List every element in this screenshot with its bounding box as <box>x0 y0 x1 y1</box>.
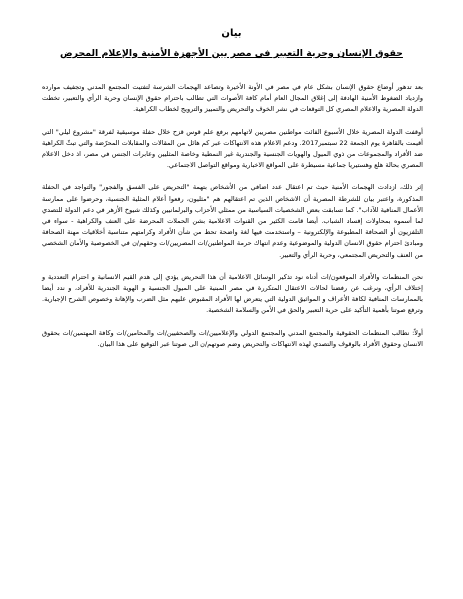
paragraph-signatories-position: نحن المنظمات والأفراد الموقعون/ات أدناه نود تذكير الوسائل الاعلامية أن هذا التحريض يؤدي إلى هدم القيم الانسانية و احترام التعددية و إختلاف الرأي، ونرغب عن رفضنا لحالات الاعتقال المتكررة في مصر المبنية على الميول الجنسية و الهوية الجندرية للأفراد، و ندد أيضا بالممارسات المنافية لكافة الأعراف و المواثيق الدولية التي يتعرض لها الأفراد المقبوض عليهم مثل الضرب والإهانة وخصوص الشرح الإجبارية. وترفع صوتنا بأهمية التأكيد على حرية التعبير والحق في الأمن والسلامة الشخصية. <box>42 272 423 315</box>
paragraph-arrests: أوقفت الدولة المصرية خلال الأسبوع الفائت مواطنين مصريين لاتهامهم برفع علم قوس قزح خلال حفلة موسيقية لفرقة "مشروع ليلي" التي أقيمت بالقاهرة يوم الجمعة 22 سبتمبر2017. ودعم الاعلام هذه الانتهاكات عبر كم هائل من المقالات والمقابلات المحرّضة والتي تبثّ الكراهية ضد الأفراد والمجموعات من ذوي الميول والهويات الجنسية والجندرية غير النمطية وخاصة المثليين وعابرات الجنس في مصر، اذ دخل الاعلام المصري بحالة هلع وهستيريا جماعية مسيطرة على المواقع الاخبارية ومواقع التواصل الاجتماعي. <box>42 127 423 170</box>
paragraph-demands: أولاً: نطالب المنظمات الحقوقية والمجتمع المدني والمجتمع الدولي والإعلاميين/ات والصحفيين/ات والمحامين/ات وكافة المهتمين/ات بحقوق الانسان وحقوق الأفراد بالوقوف والتصدي لهذه الانتهاكات والتحريض وضم صوتهم/ن الى صوتنا عبر التوقيع على هذا البيان. <box>42 328 423 348</box>
statement-body <box>42 82 423 361</box>
page-title: بيان <box>221 28 242 39</box>
paragraph-intro: بعد تدهور أوضاع حقوق الإنسان بشكل عام في مصر في الأونة الأخيرة وتصاعد الهجمات الشرسة لتفتيت المجتمع المدني وتجفيف موارده وازدياد الضغوط الأمنية الهادفة إلى إغلاق المجال العام أمام كافة الأصوات التي تطالب باحترام حقوق الإنسان وحرية الرأي والتعبير، تخطت الدولة المصرية والاعلام المصري كل التوقعات في نشر الخوف والتحريض والتمييز والترويج لخطاب الكراهية. <box>42 83 423 114</box>
paragraph-security-campaign: إثر ذلك، ازدادت الهجمات الأمنية حيث تم اعتقال عدد اضافي من الأشخاص بتهمة "التحريض على الفسق والفجور" والتواجد في الحفلة المذكورة، واعتبر بيان للشرطة المصرية أن الاشخاص الذين تم اعتقالهم هم "مثليون، رفعوا أعلام المثلية الجنسية، وحرضوا على ممارسة الأعمال المنافية للآداب". كما تسابقت بعض الشخصيات السياسية من ممثلي الأحزاب والبرلمانيين وكذلك شيوخ الأزهر في دعم الدولة للتصدي لما أسموه بمحاولات إفساد الشباب. أيضا قامت الكثير من القنوات الاعلامية بشن الحملات المحرضة على العنف والكراهية - سواء في التلفزيون أو الصحافة المطبوعة والإلكترونية – واستخدمت فيها لغة واضحة تحط من شأن الأفراد وكرامتهم متناسية أخلاقيات مهنة الصحافة ومبادئ احترام حقوق الانسان الدولية والموضوعية وعدم انتهاك حرمة المواطنين/ات المصريين/ات وحقهم/ن في الخصوصية والأمان الشخصي من العنف والتحريض المجتمعي، وحرية الرأي والتعبير. <box>42 183 423 259</box>
page-subtitle: حقوق الإنسان وحرية التعبير في مصر بين الأجهزة الأمنية والإعلام المحرض <box>60 48 403 59</box>
